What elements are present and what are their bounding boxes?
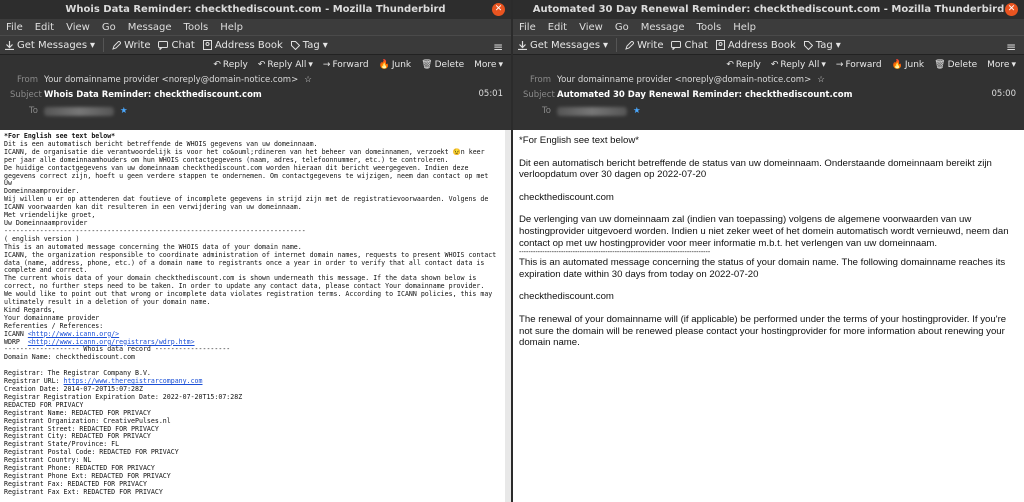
forward-button[interactable]: → Forward [835, 60, 882, 70]
menu-message[interactable]: Message [127, 21, 172, 33]
body-english-note: *For English see text below* [4, 132, 116, 140]
registrar-url-link[interactable]: https://www.theregistrarcompany.com [63, 377, 203, 386]
more-button[interactable]: More ▾ [987, 60, 1016, 70]
menu-tools[interactable]: Tools [696, 21, 722, 33]
tag-button[interactable]: Tag ▾ [291, 40, 328, 51]
download-icon [518, 41, 527, 50]
message-scrollbar[interactable] [505, 130, 511, 502]
registrar-url-label: Registrar URL: [4, 377, 64, 386]
menu-view[interactable]: View [579, 21, 603, 33]
to-row [10, 106, 128, 116]
body-text-main: Dit is een automatisch bericht betreffende de WHOIS gegevens van uw domeinnaam. ICANN, de organisatie die verantwoordelijk is voor het co&ouml;rdineren van het beheer van domeinnamen, verzoekt 😉n keer per jaar alle domeinnaamhouders om hun WHOIS contactgegevens (naam, adres, telefoonnummer, etc.) te controleren. De huidige contactgegevens van uw domeinnaam checkthediscount.com worden hieraan dit bericht weergegeven. Indien deze gegevens correct zijn, hoeft u geen verdere stappen te ondernemen. Om contactgegevens te wijzigen, neem dan contact op met Uw Domeinnaamprovider. Wij willen u er op attenderen dat foutieve of incomplete gegevens in strijd zijn met de registratievoorwaarden. Volgens de ICANN voorwaarden kan dit resulteren in een verwijdering van uw domeinnaam. Met vriendelijke groet, Uw Domeinnaamprovider ---------------------------------------------------------------------------- ( english version ) This is an automated message concerning the WHOIS data of your domain name. ICANN, the organization responsible to coordinate administration of internet domain names, requests to present WHOIS contact data (name, address, phone, etc.) of a domain name to registrants once a year in order to verify that all contact data is complete and correct. The current whois data of your domain checkthediscount.com is shown underneath this message. If the data shown below is correct, no further steps need to be taken. In order to update any contact data, please contact Your domainname provider. We would like to point out that wrong or incomplete data violates registration terms. According to ICANN policies, this may ultimately result in a deletion of your domain name. Kind Regards, Your domainname provider Referenties / References: [4, 139, 497, 330]
from-label: From [16, 75, 38, 85]
reply-button[interactable]: ↶ Reply [726, 60, 761, 70]
menu-go[interactable]: Go [614, 21, 629, 33]
whois-record-head: ------------------- Whois data record ------------------- Domain Name: checkthediscount.com Registrar: The Registrar Company B.V. [4, 345, 231, 378]
menu-bar [0, 19, 511, 35]
forward-icon: → [835, 60, 844, 70]
menu-edit[interactable]: Edit [34, 21, 55, 33]
chat-button[interactable]: Chat [671, 40, 707, 51]
to-label: To [29, 106, 38, 116]
menu-go[interactable]: Go [101, 21, 116, 33]
star-icon[interactable]: ☆ [304, 75, 312, 85]
chat-button[interactable]: Chat [158, 40, 194, 51]
reply-all-button[interactable]: ↶ Reply All ▾ [257, 60, 313, 70]
contact-star-icon: ★ [120, 106, 128, 116]
main-toolbar [0, 35, 511, 55]
message-body-plain [0, 130, 511, 502]
window-title: Automated 30 Day Renewal Reminder: checkthediscount.com - Mozilla Thunderbird [532, 4, 1005, 15]
redacted-recipient [557, 107, 627, 116]
reply-icon: ↶ [726, 60, 734, 70]
forward-icon: → [322, 60, 331, 70]
left-thunderbird-window [0, 0, 511, 502]
redacted-recipient [44, 107, 114, 116]
reply-all-icon: ↶ [257, 60, 266, 70]
trash-icon: 🗑 [421, 60, 433, 70]
wdrp-link[interactable]: <http://www.icann.org/registrars/wdrp.htm> [27, 337, 195, 346]
close-window-button[interactable]: ✕ [1005, 3, 1018, 16]
menu-bar [513, 19, 1024, 35]
write-button[interactable]: Write [625, 40, 663, 51]
delete-button[interactable]: 🗑 Delete [421, 60, 465, 70]
contact-star-icon: ★ [633, 106, 641, 116]
window-titlebar[interactable] [0, 0, 511, 19]
junk-icon: 🔥 [378, 60, 390, 70]
subject-label: Subject [10, 90, 42, 100]
message-time: 05:00 [991, 89, 1016, 99]
body-english-renewal: The renewal of your domainname will (if applicable) be performed under the terms of your hostingprovider. If you're not sure the domain will be renewed please contact your hostingprovider for more information about renewing your domain name. [519, 313, 1007, 349]
message-header [0, 55, 511, 130]
menu-view[interactable]: View [66, 21, 90, 33]
subject-value: Automated 30 Day Renewal Reminder: checkthediscount.com [557, 90, 853, 100]
tag-icon [804, 41, 813, 50]
window-title: Whois Data Reminder: checkthediscount.com - Mozilla Thunderbird [65, 4, 446, 15]
get-messages-button[interactable]: Get Messages ▾ [518, 40, 608, 51]
toolbar-divider [616, 38, 617, 52]
body-english-intro: This is an automated message concerning the status of your domain name. The following domainname reaches its expiration date within 30 days from today on 2022-07-20 [519, 257, 1006, 280]
message-time: 05:01 [478, 89, 503, 99]
address-book-icon [203, 40, 212, 50]
reply-all-button[interactable]: ↶ Reply All ▾ [770, 60, 826, 70]
pencil-icon [625, 41, 634, 50]
right-thunderbird-window [513, 0, 1024, 502]
body-domain-nl: checkthediscount.com [519, 191, 614, 203]
menu-help[interactable]: Help [220, 21, 243, 33]
chat-icon [671, 41, 681, 50]
menu-message[interactable]: Message [640, 21, 685, 33]
delete-button[interactable]: 🗑 Delete [934, 60, 978, 70]
write-button[interactable]: Write [112, 40, 150, 51]
address-book-button[interactable]: Address Book [716, 40, 796, 51]
menu-file[interactable]: File [6, 21, 23, 33]
junk-icon: 🔥 [891, 60, 903, 70]
address-book-button[interactable]: Address Book [203, 40, 283, 51]
body-domain-en: checkthediscount.com [519, 291, 614, 303]
subject-label: Subject [523, 90, 555, 100]
subject-row [10, 90, 262, 100]
toolbar-divider [103, 38, 104, 52]
body-dutch-renewal: De verlenging van uw domeinnaam zal (indien van toepassing) volgens de algemene voorwaarden van uw hostingprovider uitgevoerd worden. Indien u niet zeker weet of het domein automatisch wordt vernieuwd, neem dan contact op met uw hostingprovider voor meer informatie m.b.t. het verlengen van uw domeinnaam. [519, 214, 1009, 249]
forward-button[interactable]: → Forward [322, 60, 369, 70]
tag-button[interactable]: Tag ▾ [804, 40, 841, 51]
wdrp-label: WDRP [4, 337, 28, 346]
from-row [10, 75, 312, 85]
reply-icon: ↶ [213, 60, 221, 70]
junk-button[interactable]: 🔥 Junk [378, 60, 412, 70]
download-icon [5, 41, 14, 50]
more-button[interactable]: More ▾ [474, 60, 503, 70]
body-dutch-intro: Dit een automatisch bericht betreffende de status van uw domeinnaam. Onderstaande domeinnaam bereikt zijn verloopdatum over 30 dagen op 2022-07-20 [519, 157, 992, 181]
icann-label: ICANN [4, 329, 28, 338]
window-titlebar[interactable] [513, 0, 1024, 19]
trash-icon: 🗑 [934, 60, 946, 70]
menu-file[interactable]: File [519, 21, 536, 33]
message-actions [213, 60, 503, 70]
menu-tools[interactable]: Tools [183, 21, 209, 33]
subject-value: Whois Data Reminder: checkthediscount.com [44, 90, 262, 100]
app-menu-icon[interactable]: ≡ [492, 40, 503, 54]
from-label: From [529, 75, 551, 85]
to-label: To [542, 106, 551, 116]
reply-all-icon: ↶ [770, 60, 779, 70]
icann-link[interactable]: <http://www.icann.org/> [27, 329, 120, 338]
pencil-icon [112, 41, 121, 50]
from-row [523, 75, 825, 85]
main-toolbar [513, 35, 1024, 55]
tag-icon [291, 41, 300, 50]
star-icon[interactable]: ☆ [817, 75, 825, 85]
message-actions [726, 60, 1016, 70]
chat-icon [158, 41, 168, 50]
to-row [523, 106, 641, 116]
reply-button[interactable]: ↶ Reply [213, 60, 248, 70]
body-separator: ---------------------------------------------------------------------------------- [519, 249, 711, 257]
from-value[interactable]: Your domainname provider <noreply@domain-notice.com> [44, 75, 299, 85]
whois-record-fields: Creation Date: 2014-07-20T15:07:28Z Registrar Registration Expiration Date: 2022-07-20T15:07:28Z REDACTED FOR PRIVACY Registrant Name: REDACTED FOR PRIVACY Registrant Organization: CreativePulses.nl Registrant Street: REDACTED FOR PRIVACY Registrant City: REDACTED FOR PRIVACY Registrant State/Province: FL Registrant Postal Code: REDACTED FOR PRIVACY Registrant Country: NL Registrant Phone: REDACTED FOR PRIVACY Registrant Phone Ext: REDACTED FOR PRIVACY Registrant Fax: REDACTED FOR PRIVACY Registrant Fax Ext: REDACTED FOR PRIVACY [4, 385, 243, 496]
app-menu-icon[interactable]: ≡ [1005, 40, 1016, 54]
menu-edit[interactable]: Edit [547, 21, 568, 33]
from-value[interactable]: Your domainname provider <noreply@domain-notice.com> [557, 75, 812, 85]
message-body-html [513, 130, 1024, 502]
address-book-icon [716, 40, 725, 50]
body-english-note: *For English see text below* [519, 135, 639, 146]
close-window-button[interactable]: ✕ [492, 3, 505, 16]
get-messages-button[interactable]: Get Messages ▾ [5, 40, 95, 51]
menu-help[interactable]: Help [733, 21, 756, 33]
message-header [513, 55, 1024, 130]
junk-button[interactable]: 🔥 Junk [891, 60, 925, 70]
subject-row [523, 90, 852, 100]
